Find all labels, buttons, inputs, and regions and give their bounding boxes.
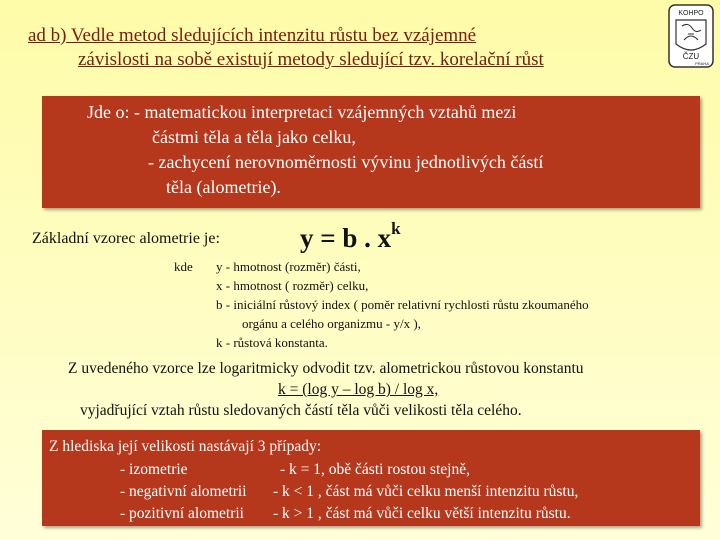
variable-text: iniciální růstový index ( poměr relativní rychlosti růstu zkoumaného [233,297,589,312]
variable-text: orgánu a celého organizmu - y/x ), [242,316,421,331]
case-name: - pozitivní alometrii [120,505,244,522]
cases-box [42,430,700,526]
variable-row [242,314,421,333]
variable-row [216,276,368,295]
case-name: - izometrie [120,461,188,478]
logo-top-text: KOHPO [678,10,704,17]
case-rule: - k < 1 , část má vůči celku menší intenzitu růstu, [273,483,579,500]
case-row [120,503,680,524]
logo-bottom-text: ČZU [682,52,700,61]
formula-base: y = b . x [300,223,392,253]
variable-text: růstová konstanta. [233,335,328,350]
logo-subtext: PRAHA [695,61,709,66]
variable-tag: y - [216,259,231,274]
university-logo [668,4,714,68]
formula-label: Základní vzorec alometrie je: [32,230,220,247]
variable-row [216,257,361,276]
definition-line-1: Jde o: - matematickou interpretaci vzájemných vztahů mezi [87,102,517,122]
title-line-2: závislosti na sobě existují metody sledující tzv. korelační růst [78,49,544,70]
title-line-1: ad b) Vedle metod sledujících intenzitu růstu bez vzájemné [28,25,477,46]
variable-tag: b - [216,297,231,312]
variable-tag: k - [216,335,231,350]
case-rule: - k > 1 , část má vůči celku větší intenzitu růstu. [273,505,571,522]
cases-heading: Z hlediska její velikosti nastávají 3 případy: [49,438,322,455]
formula-exponent: k [391,219,401,238]
case-name: - negativní alometrii [120,483,247,500]
derivation-formula: k = (log y – log b) / log x, [278,381,439,398]
variable-tag: x - [216,278,231,293]
derivation-line-3: vyjadřující vztah růstu sledovaných částí těla vůči velikosti těla celého. [80,402,522,419]
case-rule: - k = 1, obě části rostou stejně, [280,461,470,478]
variable-text: hmotnost (rozměr) části, [233,259,361,274]
case-row [120,481,680,502]
definition-line-2: částmi těla a těla jako celku, [152,127,356,147]
definition-line-4: těla (alometrie). [166,177,281,197]
derivation-line-1: Z uvedeného vzorce lze logaritmicky odvodit tzv. alometrickou růstovou konstantu [68,360,584,377]
definition-line-3: - zachycení nerovnoměrnosti vývinu jednotlivých částí [148,152,544,172]
slide-title [28,24,668,72]
kde-label: kde [174,259,193,274]
variable-row [216,295,589,314]
allometry-formula [300,219,401,254]
definition-box [42,96,700,208]
case-row [120,459,680,480]
variable-text: hmotnost ( rozměr) celku, [233,278,369,293]
variable-row [216,333,328,352]
